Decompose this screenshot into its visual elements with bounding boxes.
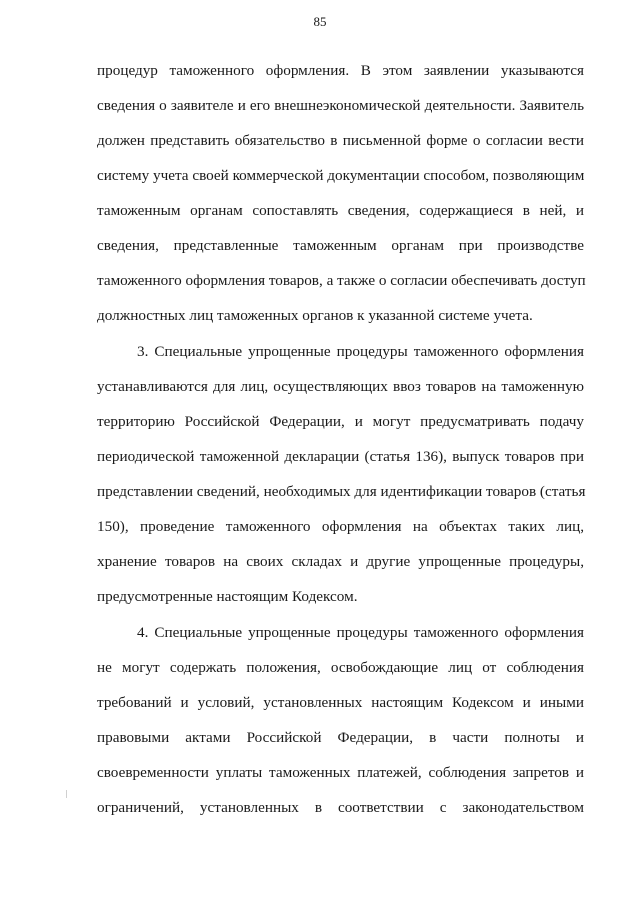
page-number: 85 [313, 14, 327, 29]
text-line: хранение товаров на своих складах и другие упрощенные процедуры, [97, 553, 584, 570]
text-line: предусмотренные настоящим Кодексом. [97, 588, 358, 605]
text-line: территорию Российской Федерации, и могут предусматривать подачу [97, 413, 584, 430]
text-line: правовыми актами Российской Федерации, в части полноты и [97, 729, 584, 746]
text-line: своевременности уплаты таможенных платежей, соблюдения запретов и [97, 764, 584, 781]
text-line: 150), проведение таможенного оформления на объектах таких лиц, [97, 518, 584, 535]
text-line: таможенного оформления товаров, а также о согласии обеспечивать доступ [97, 272, 586, 289]
text-line: процедур таможенного оформления. В этом заявлении указываются [97, 62, 584, 79]
text-line: устанавливаются для лиц, осуществляющих ввоз товаров на таможенную [97, 378, 584, 395]
text-line: требований и условий, установленных настоящим Кодексом и иными [97, 694, 584, 711]
text-line: таможенным органам сопоставлять сведения, содержащиеся в ней, и [97, 202, 584, 219]
text-line: периодической таможенной декларации (статья 136), выпуск товаров при [97, 448, 584, 465]
text-line: сведения о заявителе и его внешнеэкономической деятельности. Заявитель [97, 97, 584, 114]
text-line: 3. Специальные упрощенные процедуры таможенного оформления [137, 343, 584, 360]
text-line: сведения, представленные таможенным органам при производстве [97, 237, 584, 254]
text-line: не могут содержать положения, освобождающие лиц от соблюдения [97, 659, 584, 676]
text-line: представлении сведений, необходимых для идентификации товаров (статья [97, 483, 586, 500]
text-line: 4. Специальные упрощенные процедуры таможенного оформления [137, 624, 584, 641]
text-line: должен представить обязательство в письменной форме о согласии вести [97, 132, 584, 149]
text-line: ограничений, установленных в соответствии с законодательством [97, 799, 584, 816]
text-line: систему учета своей коммерческой документации способом, позволяющим [97, 167, 585, 184]
margin-mark [66, 790, 67, 798]
text-line: должностных лиц таможенных органов к указанной системе учета. [97, 307, 533, 324]
